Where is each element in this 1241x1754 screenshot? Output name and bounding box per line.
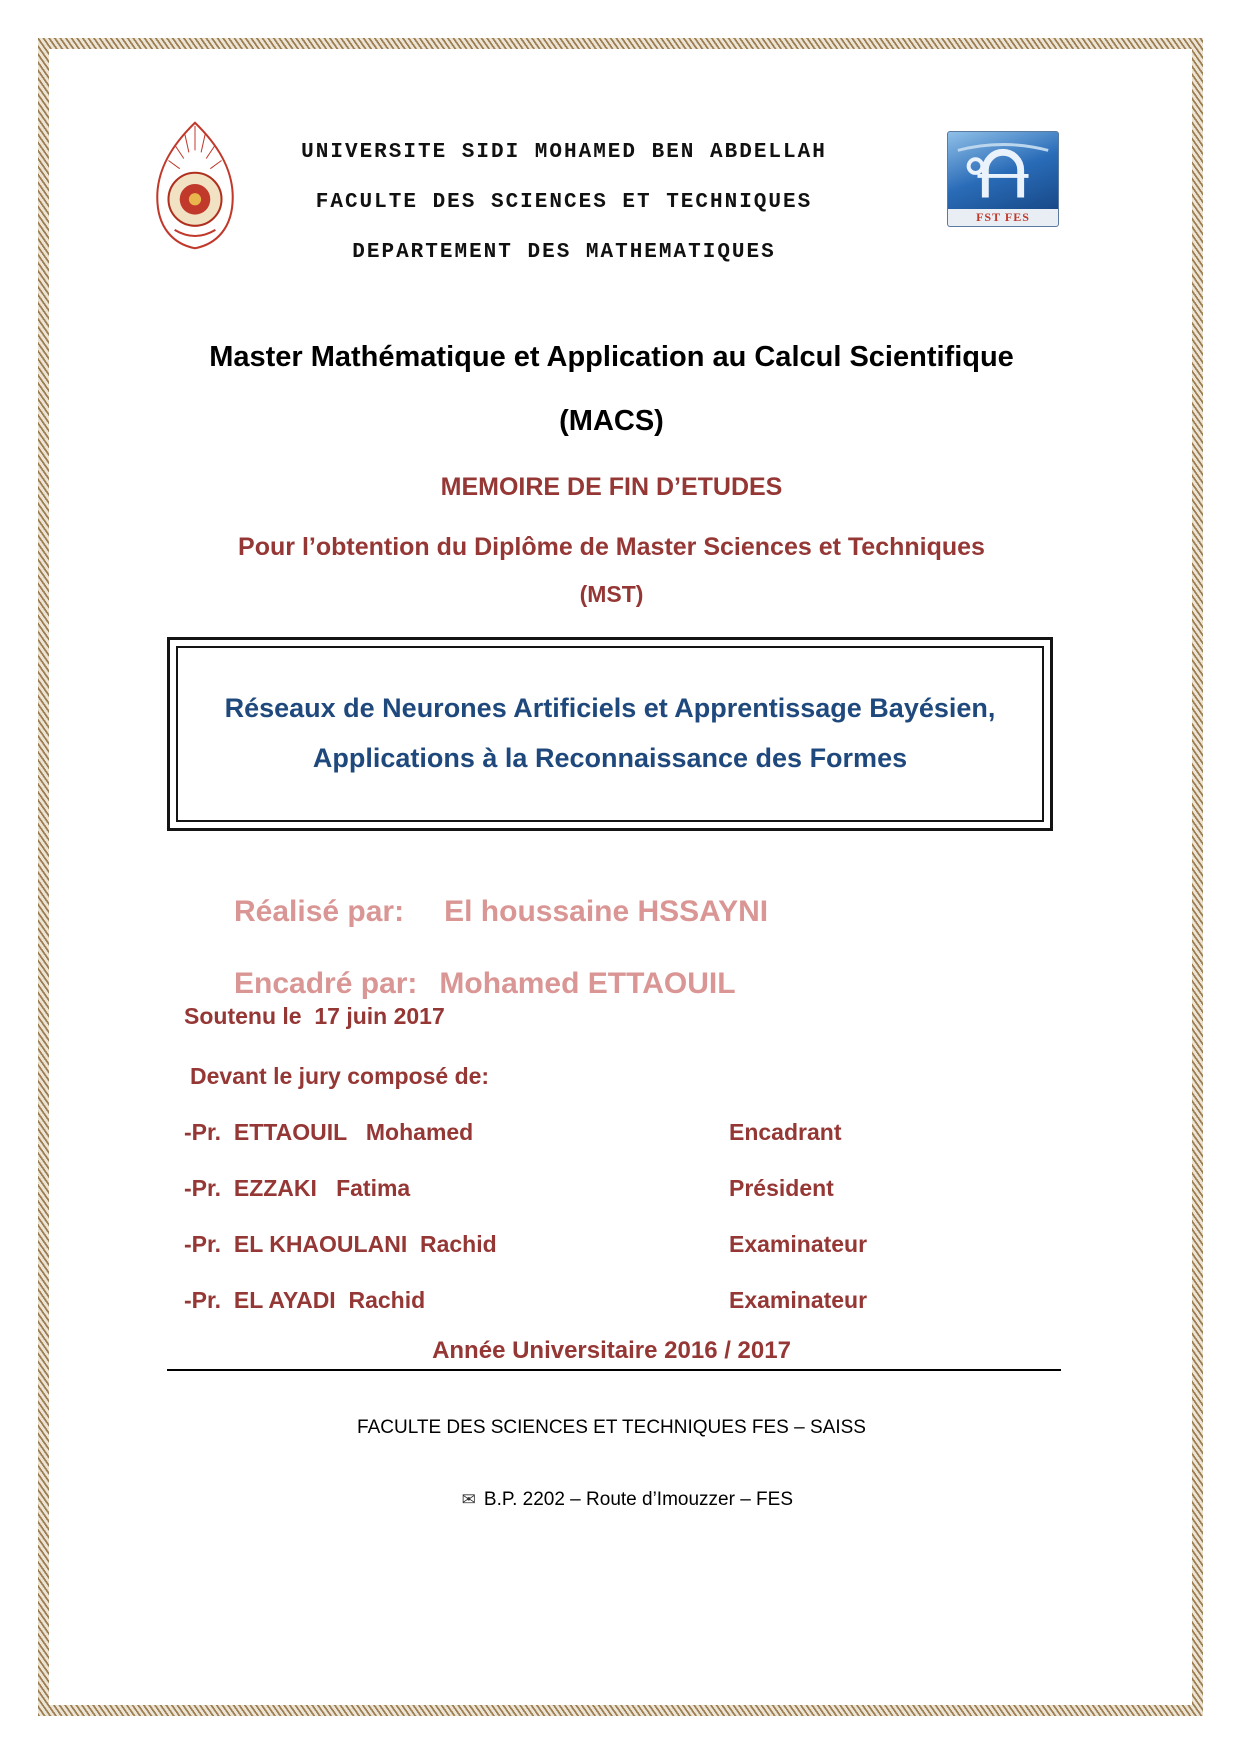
jury-row [184, 1231, 1064, 1258]
jury-member-name: -Pr. EZZAKI Fatima [184, 1175, 411, 1201]
jury-member-role: Examinateur [729, 1287, 868, 1313]
defense-date: Soutenu le 17 juin 2017 [184, 1003, 445, 1029]
faculty-name: FACULTE DES SCIENCES ET TECHNIQUES [315, 191, 813, 214]
footer-divider [167, 1369, 1061, 1371]
author-name: El houssaine HSSAYNI [444, 895, 769, 928]
jury-row [184, 1119, 1064, 1146]
university-emblem-icon [144, 119, 246, 251]
jury-member-name: -Pr. EL KHAOULANI Rachid [184, 1231, 497, 1257]
thesis-title-box-inner [176, 646, 1044, 822]
envelope-icon: ✉ [461, 1490, 476, 1509]
department-name: DEPARTEMENT DES MATHEMATIQUES [352, 241, 776, 264]
jury-row [184, 1287, 1064, 1314]
memoire-acronym: (MST) [579, 581, 644, 607]
footer-address-text: B.P. 2202 – Route d’Imouzzer – FES [483, 1489, 794, 1510]
page-content [49, 49, 1192, 1705]
fst-logo-caption: FST FES [948, 209, 1058, 226]
supervisor-name: Mohamed ETTAOUIL [439, 967, 736, 1000]
jury-heading: Devant le jury composé de: [190, 1063, 490, 1089]
memoire-purpose: Pour l’obtention du Diplôme de Master Sciences et Techniques [238, 533, 985, 561]
jury-member-role: Examinateur [729, 1231, 868, 1257]
footer-faculty-line: FACULTE DES SCIENCES ET TECHNIQUES FES – SAISS [357, 1417, 866, 1438]
thesis-title-line1: Réseaux de Neurones Artificiels et Apprentissage Bayésien, [224, 693, 996, 724]
encadre-label: Encadré par: [234, 967, 418, 1000]
fst-arch-icon [948, 136, 1058, 206]
realise-label: Réalisé par: [234, 895, 405, 928]
university-emblem-logo [144, 119, 246, 251]
academic-year: Année Universitaire 2016 / 2017 [432, 1337, 791, 1364]
jury-member-name: -Pr. ETTAOUIL Mohamed [184, 1119, 474, 1145]
program-acronym: (MACS) [559, 405, 664, 437]
thesis-title-box [167, 637, 1053, 831]
footer-address-line [129, 1467, 1094, 1533]
university-name: UNIVERSITE SIDI MOHAMED BEN ABDELLAH [301, 141, 827, 164]
institution-header [264, 141, 864, 291]
fst-fes-logo [947, 131, 1059, 227]
program-title: Master Mathématique et Application au Calcul Scientifique [209, 341, 1014, 373]
jury-member-name: -Pr. EL AYADI Rachid [184, 1287, 426, 1313]
jury-member-role: Encadrant [729, 1119, 842, 1145]
jury-row [184, 1175, 1064, 1202]
memoire-type: MEMOIRE DE FIN D’ETUDES [440, 473, 783, 501]
thesis-title-line2: Applications à la Reconnaissance des Formes [312, 743, 908, 773]
jury-member-role: Président [729, 1175, 834, 1201]
